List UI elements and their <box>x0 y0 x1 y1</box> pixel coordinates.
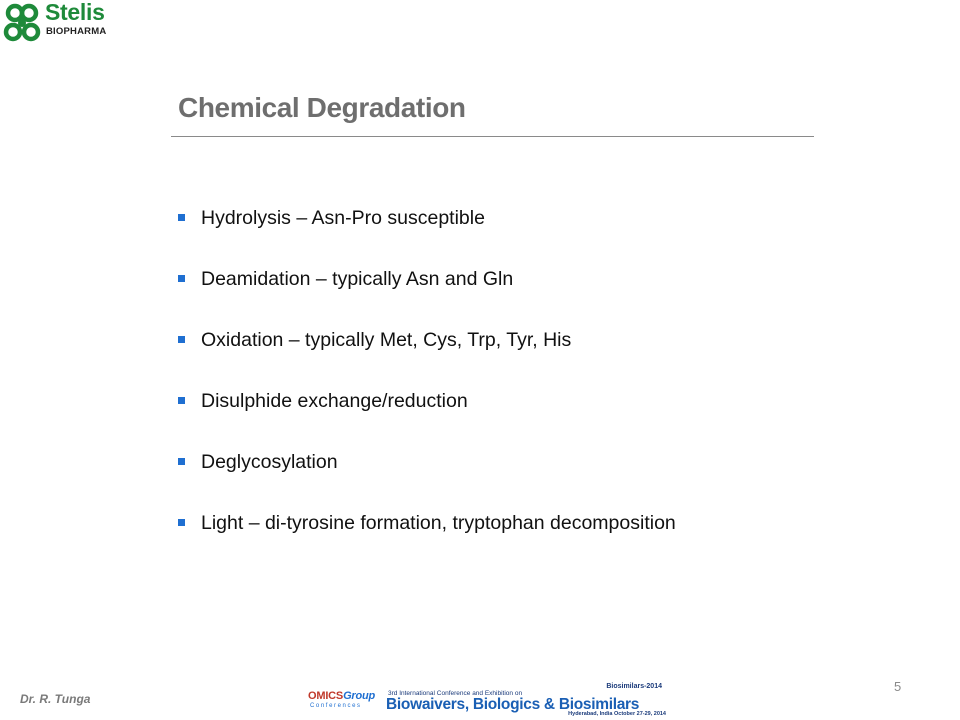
company-logo <box>2 0 122 48</box>
logo-name: Stelis <box>45 0 105 25</box>
bullet-item-deglycosylation <box>178 444 676 505</box>
bullet-item-hydrolysis <box>178 200 676 261</box>
bullet-text: Deglycosylation <box>201 451 338 473</box>
bullet-item-oxidation <box>178 322 676 383</box>
bullet-text: Disulphide exchange/reduction <box>201 390 468 412</box>
bullet-list <box>178 200 676 566</box>
square-bullet-icon <box>178 275 185 282</box>
banner-omics-logo <box>308 690 375 702</box>
bullet-item-light <box>178 505 676 566</box>
conference-banner <box>308 684 668 718</box>
slide-title: Chemical Degradation <box>178 92 466 123</box>
banner-omics-text: OMICS <box>308 690 344 702</box>
banner-location-date: Hyderabad, India October 27-29, 2014 <box>568 711 666 717</box>
banner-conferences-text: Conferences <box>310 703 362 709</box>
banner-conference-title: Biowaivers, Biologics & Biosimilars <box>386 696 640 713</box>
banner-intro-text: 3rd International Conference and Exhibition on <box>388 690 523 697</box>
bullet-item-disulphide <box>178 383 676 444</box>
presenter-name: Dr. R. Tunga <box>20 692 91 706</box>
stelis-flower-logo-icon <box>2 2 42 46</box>
logo-subtitle: BIOPHARMA <box>46 26 107 37</box>
bullet-item-deamidation <box>178 261 676 322</box>
title-divider <box>171 136 814 137</box>
square-bullet-icon <box>178 458 185 465</box>
banner-series-label: Biosimilars-2014 <box>606 683 662 690</box>
square-bullet-icon <box>178 336 185 343</box>
bullet-text: Hydrolysis – Asn-Pro susceptible <box>201 207 485 229</box>
bullet-text: Deamidation – typically Asn and Gln <box>201 268 514 290</box>
bullet-text: Oxidation – typically Met, Cys, Trp, Tyr, His <box>201 329 572 351</box>
square-bullet-icon <box>178 214 185 221</box>
bullet-text: Light – di-tyrosine formation, tryptophan decomposition <box>201 512 676 534</box>
square-bullet-icon <box>178 397 185 404</box>
banner-group-text: Group <box>343 690 376 702</box>
square-bullet-icon <box>178 519 185 526</box>
page-number: 5 <box>894 679 902 694</box>
